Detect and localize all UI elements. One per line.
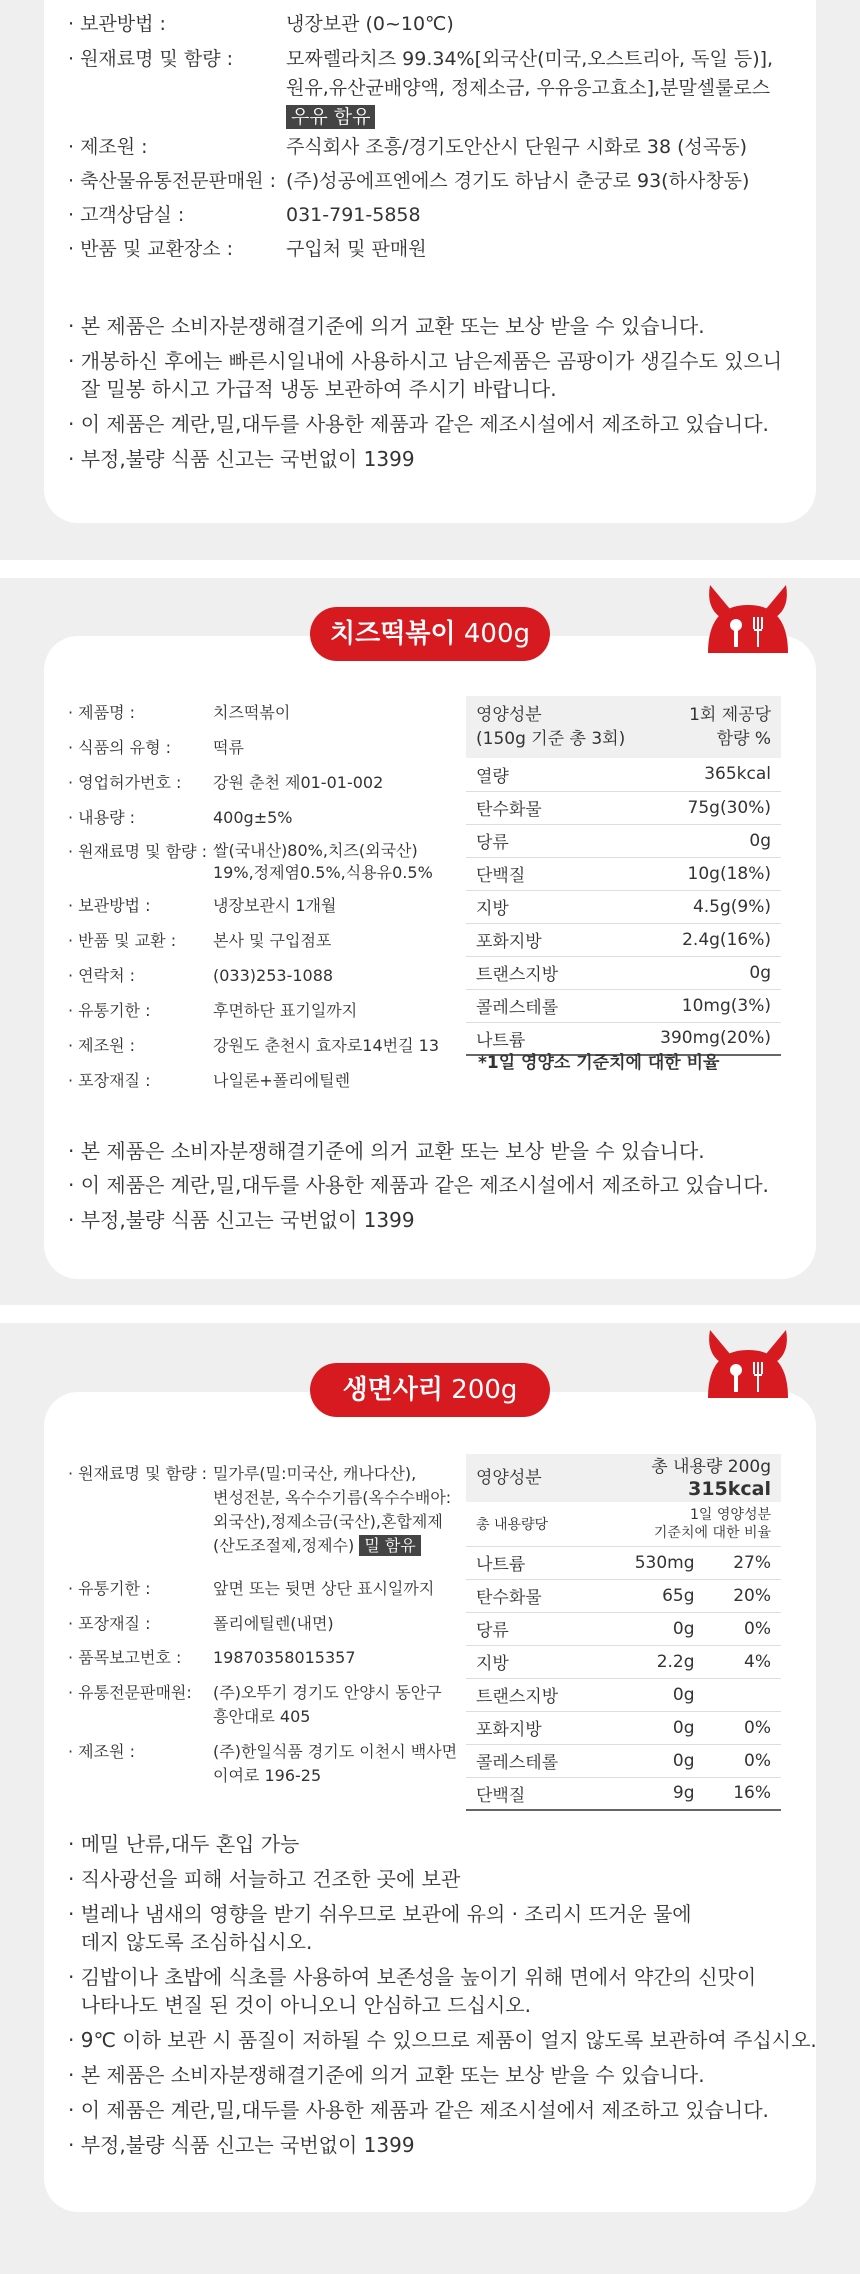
s2-row: · 제조원 : 강원도 춘천시 효자로14번길 13	[68, 1036, 439, 1055]
nutrition-row: 나트륨 390mg(20%)	[466, 1022, 781, 1055]
s1-note: · 이 제품은 계란,밀,대두를 사용한 제품과 같은 제조시설에서 제조하고 있습니다.	[68, 412, 769, 436]
s3-note: · 직사광선을 피해 서늘하고 건조한 곳에 보관	[68, 1867, 461, 1891]
section3-band	[0, 1305, 860, 1323]
nutrition-row: 열량 365kcal	[466, 758, 781, 791]
s3-note: · 본 제품은 소비자분쟁해결기준에 의거 교환 또는 보상 받을 수 있습니다.	[68, 2063, 705, 2087]
s2-row: · 반품 및 교환 : 본사 및 구입점포	[68, 931, 332, 950]
s1-note: 잘 밀봉 하시고 가급적 냉동 보관하여 주시기 바랍니다.	[68, 377, 557, 401]
allergen-badge: 우유 함유	[286, 105, 375, 129]
s3-distributor-value: (주)오뚜기 경기도 안양시 동안구 흥안대로 405	[213, 1683, 442, 1726]
s2-row: · 유통기한 : 후면하단 표기일까지	[68, 1001, 358, 1020]
nutrition-row: 지방 2.2g 4%	[466, 1645, 781, 1678]
s3-row: · 유통전문판매원:	[68, 1683, 192, 1702]
s2-row: · 원재료명 및 함량 :	[68, 842, 208, 861]
s2-row: · 제품명 : 치즈떡볶이	[68, 703, 291, 722]
s2-note: · 부정,불량 식품 신고는 국번없이 1399	[68, 1208, 415, 1232]
s2-row: · 영업허가번호 : 강원 춘천 제01-01-002	[68, 773, 384, 792]
s3-ingredients-value: 밀가루(밀:미국산, 캐나다산), 변성전분, 옥수수기름(옥수수배아: 외국산),정제소금(국산),혼합제제 (산도조절제,정제수) 밀 함유	[213, 1464, 452, 1555]
s2-ingredients-value: 쌀(국내산)80%,치즈(외국산) 19%,정제염0.5%,식용유0.5%	[213, 841, 433, 882]
s3-note: · 김밥이나 초밥에 식초를 사용하여 보존성을 높이기 위해 면에서 약간의 신맛이	[68, 1965, 757, 1989]
nutrition-row: 콜레스테롤 0g 0%	[466, 1744, 781, 1777]
s3-row-ingredients: · 원재료명 및 함량 :	[68, 1464, 208, 1483]
product-title-tteokbokki: 치즈떡볶이 400g	[310, 607, 550, 661]
nutrition-row: 포화지방 0g 0%	[466, 1711, 781, 1744]
nutrition-row: 단백질 9g 16%	[466, 1777, 781, 1810]
s1-row-distributor: · 축산물유통전문판매원 : (주)성공에프엔에스 경기도 하남시 춘궁로 93(하사창동)	[68, 170, 750, 192]
nutrition-row: 콜레스테롤 10mg(3%)	[466, 989, 781, 1022]
s2-nutrition-table: 영양성분 (150g 기준 총 3회) 1회 제공당 함량 % 열량 365kcal 탄수화물 75g(30%) 당류 0g 단백질 10g(18%) 지방 4.5g(9%) 포화지방 2.4g(16%) 트랜스지방 0g 콜레스테롤 10mg(3%) 나트륨 390mg(20%)	[466, 696, 781, 1056]
s2-row: · 내용량 : 400g±5%	[68, 808, 293, 827]
s3-row: · 제조원 :	[68, 1742, 136, 1761]
s1-row-return: · 반품 및 교환장소 : 구입처 및 판매원	[68, 238, 427, 260]
nutrition-row: 나트륨 530mg 27%	[466, 1546, 781, 1579]
product-title-noodle: 생면사리 200g	[310, 1363, 550, 1417]
s3-row: · 유통기한 : 앞면 또는 뒷면 상단 표시일까지	[68, 1579, 435, 1598]
allergen-badge: 밀 함유	[359, 1535, 420, 1556]
s2-row: · 보관방법 : 냉장보관시 1개월	[68, 896, 337, 915]
nutrition-row: 포화지방 2.4g(16%)	[466, 923, 781, 956]
s3-note: · 9℃ 이하 보관 시 품질이 저하될 수 있으므로 제품이 얼지 않도록 보관하여 주십시오.	[68, 2028, 817, 2052]
s3-row: · 품목보고번호 : 19870358015357	[68, 1648, 356, 1667]
s2-note: · 본 제품은 소비자분쟁해결기준에 의거 교환 또는 보상 받을 수 있습니다.	[68, 1139, 705, 1163]
s3-row: · 포장재질 : 폴리에틸렌(내면)	[68, 1614, 334, 1633]
nutrition-row: 당류 0g	[466, 824, 781, 857]
nutrition-row: 트랜스지방 0g	[466, 956, 781, 989]
s1-row-customer-center: · 고객상담실 : 031-791-5858	[68, 204, 421, 226]
s3-note: · 이 제품은 계란,밀,대두를 사용한 제품과 같은 제조시설에서 제조하고 있습니다.	[68, 2098, 769, 2122]
nutrition-row: 트랜스지방 0g	[466, 1678, 781, 1711]
s3-note: 데지 않도록 조심하십시오.	[68, 1930, 313, 1954]
devil-mascot-icon	[704, 1328, 792, 1398]
nutrition-row: 단백질 10g(18%)	[466, 857, 781, 890]
s1-note: · 부정,불량 식품 신고는 국번없이 1399	[68, 447, 415, 471]
nutrition-row: 탄수화물 75g(30%)	[466, 791, 781, 824]
nutrition-row: 지방 4.5g(9%)	[466, 890, 781, 923]
s2-note: · 이 제품은 계란,밀,대두를 사용한 제품과 같은 제조시설에서 제조하고 있습니다.	[68, 1173, 769, 1197]
s1-row-storage: · 보관방법 : 냉장보관 (0~10℃)	[68, 13, 454, 35]
section2-band	[0, 560, 860, 578]
nutrition-row: 탄수화물 65g 20%	[466, 1579, 781, 1612]
s1-row-ingredients: · 원재료명 및 함량 :	[68, 48, 234, 70]
s2-row: · 포장재질 : 나일론+폴리에틸렌	[68, 1071, 351, 1090]
devil-mascot-icon	[704, 583, 792, 653]
s1-ingredients-value: 모짜렐라치즈 99.34%[외국산(미국,오스트리아, 독일 등)], 원유,유산균배양액, 정제소금, 우유응고효소],분말셀룰로스 우유 함유	[286, 48, 774, 128]
nutrition-row: 당류 0g 0%	[466, 1612, 781, 1645]
s2-row: · 연락처 : (033)253-1088	[68, 966, 334, 985]
s3-note: 나타나도 변질 된 것이 아니오니 안심하고 드십시오.	[68, 1993, 531, 2017]
s3-nutrition-table: 영양성분 총 내용량 200g 315kcal 총 내용량당 1일 영양성분 기준치에 대한 비율 나트륨 530mg 27% 탄수화물 65g 20% 당류 0g 0% 지방 2.2g 4% 트랜스지방 0g 포화지방 0g 0% 콜레스테롤 0g 0% 단백질 9g 16%	[466, 1454, 781, 1811]
s2-nutrition-footnote: *1일 영양소 기준치에 대한 비율	[478, 1053, 720, 1073]
s1-note: · 본 제품은 소비자분쟁해결기준에 의거 교환 또는 보상 받을 수 있습니다.	[68, 314, 705, 338]
s3-note: · 메밀 난류,대두 혼입 가능	[68, 1832, 300, 1856]
s2-row: · 식품의 유형 : 떡류	[68, 738, 244, 757]
s3-note: · 부정,불량 식품 신고는 국번없이 1399	[68, 2133, 415, 2157]
s3-note: · 벌레나 냄새의 영향을 받기 쉬우므로 보관에 유의 · 조리시 뜨거운 물에	[68, 1902, 692, 1926]
s1-note: · 개봉하신 후에는 빠른시일내에 사용하시고 남은제품은 곰팡이가 생길수도 있으니	[68, 349, 783, 373]
s1-row-manufacturer: · 제조원 : 주식회사 조흥/경기도안산시 단원구 시화로 38 (성곡동)	[68, 136, 748, 158]
s3-manufacturer-value: (주)한일식품 경기도 이천시 백사면 이여로 196-25	[213, 1742, 458, 1785]
